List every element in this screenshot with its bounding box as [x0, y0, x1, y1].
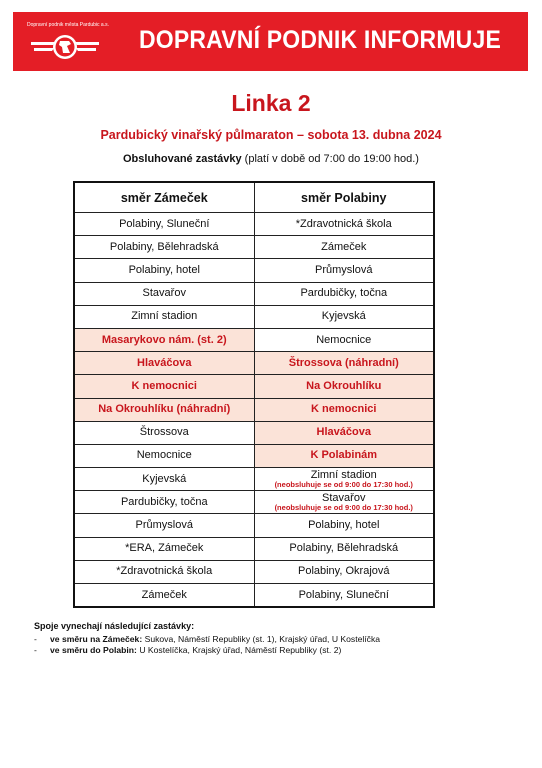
stop-name: Hlaváčova [316, 426, 371, 439]
stop-cell-zamecek [74, 468, 254, 491]
table-row [74, 491, 434, 514]
list-item [34, 634, 380, 645]
column-header-polabiny: směr Polabiny [254, 182, 434, 213]
stop-name: Kyjevská [321, 310, 366, 323]
stop-name: Kyjevská [142, 472, 187, 485]
stop-name: Masarykovo nám. (st. 2) [101, 333, 227, 346]
stop-cell-zamecek [74, 444, 254, 467]
stop-name: Stavařov [142, 287, 186, 300]
stop-name: K Polabinám [310, 449, 378, 462]
list-dash: - [34, 634, 37, 644]
stop-cell-zamecek [74, 560, 254, 583]
list-item [34, 645, 380, 656]
stop-name: Zimní stadion [310, 468, 377, 481]
stop-name: Zimní stadion [131, 310, 198, 323]
stop-cell-zamecek [74, 537, 254, 560]
stop-name: Hlaváčova [137, 356, 192, 369]
page-title: Linka 2 [231, 90, 311, 116]
stop-name: Štrossova (náhradní) [288, 356, 399, 369]
table-row [74, 421, 434, 444]
stop-name: K nemocnici [311, 403, 377, 416]
stop-cell-zamecek [74, 236, 254, 259]
skipped-stops: U Kostelíčka, Krajský úřad, Náměstí Republiky (st. 2) [139, 645, 342, 655]
service-detail: (platí v době od 7:00 do 19:00 hod.) [244, 153, 419, 165]
stop-cell-polabiny [254, 305, 434, 328]
stop-name: Polabiny, Sluneční [298, 588, 389, 601]
stop-name: Zámeček [141, 588, 187, 601]
stop-name: K nemocnici [131, 379, 197, 392]
stop-cell-zamecek [74, 259, 254, 282]
service-note [0, 153, 542, 165]
stop-cell-polabiny [254, 514, 434, 537]
stop-name: Stavařov [322, 491, 366, 504]
stop-name: Nemocnice [136, 449, 192, 462]
stop-cell-polabiny [254, 444, 434, 467]
stop-note: (neobsluhuje se od 9:00 do 17:30 hod.) [274, 502, 413, 512]
stop-cell-zamecek [74, 398, 254, 421]
stop-cell-polabiny [254, 328, 434, 351]
stop-name: Zámeček [321, 240, 367, 253]
stop-cell-polabiny [254, 259, 434, 282]
stop-name: Pardubičky, točna [120, 495, 208, 508]
skipped-stops: Sukova, Náměstí Republiky (st. 1), Krajský úřad, U Kostelíčka [144, 634, 381, 644]
stop-name: Polabiny, hotel [308, 519, 380, 532]
stop-cell-zamecek [74, 213, 254, 236]
stop-name: Nemocnice [316, 333, 372, 346]
stop-cell-zamecek [74, 421, 254, 444]
table-row [74, 213, 434, 236]
stop-cell-polabiny [254, 213, 434, 236]
column-header-zamecek: směr Zámeček [74, 182, 254, 213]
stop-cell-zamecek [74, 282, 254, 305]
stop-name: Pardubičky, točna [300, 287, 388, 300]
table-row [74, 398, 434, 421]
table-row [74, 375, 434, 398]
stop-cell-zamecek [74, 305, 254, 328]
table-row [74, 444, 434, 467]
direction-label: ve směru na Zámeček: [50, 634, 143, 644]
table-row [74, 305, 434, 328]
stop-cell-polabiny [254, 491, 434, 514]
stop-cell-polabiny [254, 468, 434, 491]
stop-cell-zamecek [74, 514, 254, 537]
stop-cell-zamecek [74, 491, 254, 514]
company-name: Dopravní podnik města Pardubic a.s. [27, 22, 109, 28]
stop-cell-polabiny [254, 421, 434, 444]
direction-label: ve směru do Polabin: [50, 645, 137, 655]
stops-table [73, 181, 435, 608]
skipped-stops-title: Spoje vynechají následující zastávky: [34, 621, 195, 631]
stop-name: Polabiny, Okrajová [297, 565, 390, 578]
table-row [74, 282, 434, 305]
stop-name: Průmyslová [315, 263, 373, 276]
skipped-stops-list [34, 634, 380, 656]
stop-name: Na Okrouhlíku (náhradní) [98, 403, 231, 416]
stop-cell-polabiny [254, 352, 434, 375]
stop-cell-polabiny [254, 560, 434, 583]
table-row [74, 584, 434, 608]
stop-name: Polabiny, hotel [128, 263, 200, 276]
stop-cell-zamecek [74, 584, 254, 608]
table-row [74, 259, 434, 282]
stop-cell-polabiny [254, 537, 434, 560]
stop-name: Polabiny, Sluneční [119, 217, 210, 230]
list-dash: - [34, 645, 37, 655]
stop-name: *ERA, Zámeček [125, 542, 204, 555]
stop-name: *Zdravotnická škola [116, 565, 213, 578]
table-row [74, 352, 434, 375]
table-row [74, 328, 434, 351]
stop-cell-polabiny [254, 584, 434, 608]
table-row [74, 514, 434, 537]
stop-note: (neobsluhuje se od 9:00 do 17:30 hod.) [274, 479, 413, 489]
stop-cell-polabiny [254, 375, 434, 398]
stop-cell-polabiny [254, 282, 434, 305]
service-label: Obsluhované zastávky [123, 153, 242, 165]
stop-cell-zamecek [74, 352, 254, 375]
stop-name: Štrossova [139, 426, 189, 439]
stop-name: Průmyslová [135, 519, 193, 532]
table-row [74, 468, 434, 491]
stop-cell-zamecek [74, 375, 254, 398]
stop-cell-polabiny [254, 398, 434, 421]
header-banner [13, 12, 528, 71]
table-row [74, 560, 434, 583]
banner-title: DOPRAVNÍ PODNIK INFORMUJE [139, 26, 501, 54]
company-logo-icon [29, 32, 101, 62]
stop-name: *Zdravotnická škola [295, 217, 392, 230]
table-row [74, 537, 434, 560]
stop-name: Na Okrouhlíku [306, 379, 382, 392]
event-subtitle: Pardubický vinařský půlmaraton – sobota 13. dubna 2024 [100, 128, 442, 142]
table-header-row [74, 182, 434, 213]
table-row [74, 236, 434, 259]
stop-name: Polabiny, Bělehradská [109, 240, 219, 253]
stop-name: Polabiny, Bělehradská [289, 542, 399, 555]
stop-cell-zamecek [74, 328, 254, 351]
stop-cell-polabiny [254, 236, 434, 259]
